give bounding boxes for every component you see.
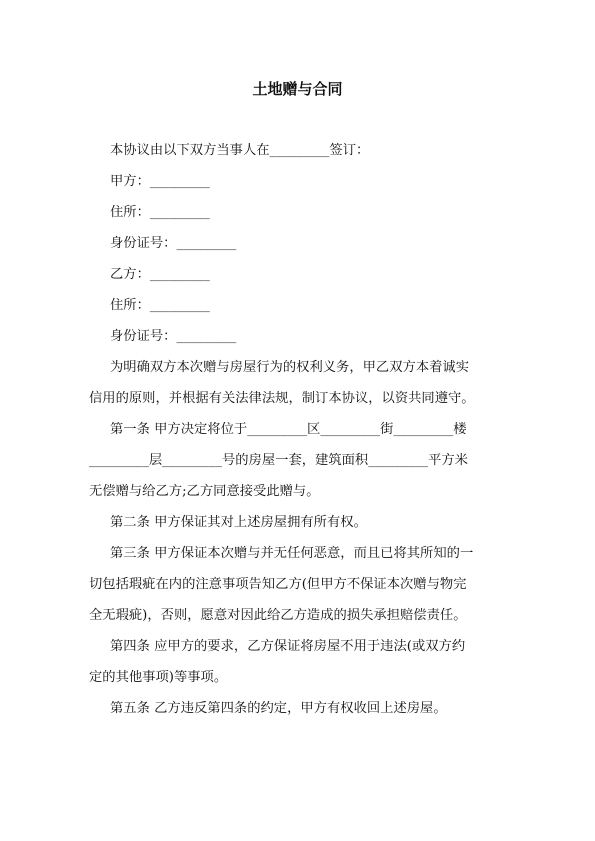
party-b-address: 住所：_________ xyxy=(110,298,210,313)
document-title: 土地赠与合同 xyxy=(252,80,343,98)
party-a-address: 住所：_________ xyxy=(110,205,210,220)
article-1-line-1: 第一条 甲方决定将位于_________区_________街_________楼 xyxy=(110,422,467,437)
article-3-line-1: 第三条 甲方保证本次赠与并无任何恶意，而且已将其所知的一 xyxy=(110,546,474,561)
article-4-line-1: 第四条 应甲方的要求，乙方保证将房屋不用于违法(或双方约 xyxy=(110,639,466,654)
party-b-id: 身份证号：_________ xyxy=(110,329,237,344)
article-5-line-1: 第五条 乙方违反第四条的约定，甲方有权收回上述房屋。 xyxy=(110,701,447,716)
intro-line: 本协议由以下双方当事人在_________签订： xyxy=(110,143,370,158)
party-a-name: 甲方：_________ xyxy=(110,174,210,189)
article-4-line-2: 定的其他事项)等事项。 xyxy=(89,670,228,685)
preamble-line-2: 信用的原则，并根据有关法律法规，制订本协议，以资共同遵守。 xyxy=(89,391,475,406)
article-3-line-2: 切包括瑕疵在内的注意事项告知乙方(但甲方不保证本次赠与物完 xyxy=(89,577,467,592)
preamble-line-1: 为明确双方本次赠与房屋行为的权利义务，甲乙双方本着诚实 xyxy=(110,360,470,375)
party-a-id: 身份证号：_________ xyxy=(110,236,237,251)
party-b-name: 乙方：_________ xyxy=(110,267,210,282)
article-1-line-2: _________层_________号的房屋一套，建筑面积_________平方米 xyxy=(89,453,468,468)
article-1-line-3: 无偿赠与给乙方;乙方同意接受此赠与。 xyxy=(89,484,320,499)
article-3-line-3: 全无瑕疵)，否则，愿意对因此给乙方造成的损失承担赔偿责任。 xyxy=(89,608,467,623)
article-2-line-1: 第二条 甲方保证其对上述房屋拥有所有权。 xyxy=(110,515,367,530)
